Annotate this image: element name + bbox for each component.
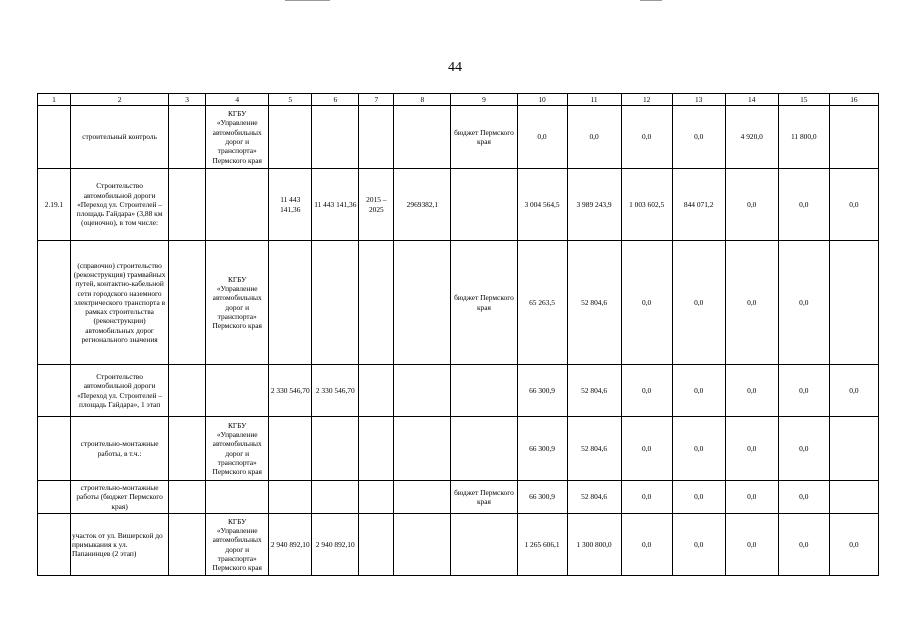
cell-col-10: 66 300,9 — [517, 417, 567, 481]
cell-col-16 — [829, 106, 878, 169]
cell-col-15: 0,0 — [778, 417, 829, 481]
scan-edge-left — [285, 0, 330, 1]
column-number-7: 7 — [359, 94, 394, 106]
cell-col-10: 65 263,5 — [517, 241, 567, 365]
cell-col-1 — [38, 481, 71, 514]
cell-col-7 — [359, 481, 394, 514]
column-number-4: 4 — [206, 94, 269, 106]
cell-col-10: 3 004 564,5 — [517, 169, 567, 241]
cell-col-6: 11 443 141,36 — [312, 169, 359, 241]
cell-col-10: 1 265 606,1 — [517, 514, 567, 576]
cell-col-4: КГБУ «Управление автомобильных дорог и транспорта» Пермского края — [206, 106, 269, 169]
cell-col-11: 52 804,6 — [567, 417, 621, 481]
cell-col-8 — [394, 106, 451, 169]
column-number-9: 9 — [451, 94, 517, 106]
cell-col-10: 66 300,9 — [517, 365, 567, 417]
cell-col-2: (справочно) строительство (реконструкция) трамвайных путей, контактно-кабельной сети городского наземного электрического транспорта в рамках строительства (реконструкции) автомобильных дорог регионального значения — [71, 241, 169, 365]
table-row — [38, 417, 879, 481]
cell-col-11: 3 989 243,9 — [567, 169, 621, 241]
cell-col-3 — [169, 417, 206, 481]
cell-col-10: 0,0 — [517, 106, 567, 169]
cell-col-8: 2969382,1 — [394, 169, 451, 241]
column-number-15: 15 — [778, 94, 829, 106]
cell-col-5 — [269, 417, 312, 481]
cell-col-12: 0,0 — [621, 365, 672, 417]
cell-col-13: 0,0 — [672, 241, 725, 365]
table-row — [38, 106, 879, 169]
cell-col-9: бюджет Пермского края — [451, 241, 517, 365]
cell-col-14: 0,0 — [725, 514, 778, 576]
cell-col-7 — [359, 365, 394, 417]
cell-col-4: КГБУ «Управление автомобильных дорог и транспорта» Пермского края — [206, 514, 269, 576]
cell-col-3 — [169, 169, 206, 241]
cell-col-6 — [312, 417, 359, 481]
column-number-2: 2 — [71, 94, 169, 106]
cell-col-4 — [206, 169, 269, 241]
column-number-3: 3 — [169, 94, 206, 106]
cell-col-9 — [451, 514, 517, 576]
cell-col-16: 0,0 — [829, 169, 878, 241]
cell-col-1 — [38, 106, 71, 169]
cell-col-7 — [359, 417, 394, 481]
cell-col-12: 1 003 602,5 — [621, 169, 672, 241]
cell-col-16: 0,0 — [829, 365, 878, 417]
cell-col-12: 0,0 — [621, 514, 672, 576]
cell-col-3 — [169, 241, 206, 365]
cell-col-15: 0,0 — [778, 365, 829, 417]
cell-col-10: 66 300,9 — [517, 481, 567, 514]
cell-col-9 — [451, 169, 517, 241]
cell-col-3 — [169, 481, 206, 514]
cell-col-2: строительный контроль — [71, 106, 169, 169]
cell-col-15: 0,0 — [778, 241, 829, 365]
cell-col-7 — [359, 514, 394, 576]
cell-col-1 — [38, 365, 71, 417]
cell-col-5: 2 940 892,10 — [269, 514, 312, 576]
table-body — [38, 94, 879, 576]
scan-edge-right — [640, 0, 662, 1]
cell-col-8 — [394, 365, 451, 417]
cell-col-2: участок от ул. Вишерской до примыкания к ул. Папанинцев (2 этап) — [71, 514, 169, 576]
program-table — [37, 93, 879, 576]
cell-col-14: 4 920,0 — [725, 106, 778, 169]
cell-col-3 — [169, 365, 206, 417]
cell-col-1: 2.19.1 — [38, 169, 71, 241]
cell-col-13: 0,0 — [672, 365, 725, 417]
cell-col-16: 0,0 — [829, 514, 878, 576]
cell-col-14: 0,0 — [725, 417, 778, 481]
cell-col-3 — [169, 514, 206, 576]
cell-col-15: 0,0 — [778, 481, 829, 514]
cell-col-8 — [394, 417, 451, 481]
column-number-8: 8 — [394, 94, 451, 106]
cell-col-12: 0,0 — [621, 106, 672, 169]
cell-col-1 — [38, 514, 71, 576]
cell-col-11: 0,0 — [567, 106, 621, 169]
cell-col-11: 1 300 800,0 — [567, 514, 621, 576]
cell-col-4: КГБУ «Управление автомобильных дорог и транспорта» Пермского края — [206, 241, 269, 365]
cell-col-7: 2015 – 2025 — [359, 169, 394, 241]
cell-col-14: 0,0 — [725, 169, 778, 241]
cell-col-4 — [206, 365, 269, 417]
cell-col-9: бюджет Пермского края — [451, 481, 517, 514]
column-number-12: 12 — [621, 94, 672, 106]
cell-col-12: 0,0 — [621, 241, 672, 365]
cell-col-6: 2 940 892,10 — [312, 514, 359, 576]
cell-col-13: 0,0 — [672, 106, 725, 169]
table-row — [38, 241, 879, 365]
cell-col-9 — [451, 365, 517, 417]
column-number-row — [38, 94, 879, 106]
cell-col-5 — [269, 241, 312, 365]
column-number-16: 16 — [829, 94, 878, 106]
cell-col-14: 0,0 — [725, 481, 778, 514]
cell-col-8 — [394, 241, 451, 365]
cell-col-14: 0,0 — [725, 365, 778, 417]
cell-col-2: строительно-монтажные работы (бюджет Пермского края) — [71, 481, 169, 514]
cell-col-15: 11 800,0 — [778, 106, 829, 169]
column-number-13: 13 — [672, 94, 725, 106]
cell-col-7 — [359, 241, 394, 365]
cell-col-8 — [394, 481, 451, 514]
column-number-1: 1 — [38, 94, 71, 106]
cell-col-11: 52 804,6 — [567, 481, 621, 514]
cell-col-16 — [829, 241, 878, 365]
table-row — [38, 169, 879, 241]
cell-col-13: 844 071,2 — [672, 169, 725, 241]
column-number-5: 5 — [269, 94, 312, 106]
cell-col-4 — [206, 481, 269, 514]
column-number-10: 10 — [517, 94, 567, 106]
cell-col-8 — [394, 514, 451, 576]
cell-col-15: 0,0 — [778, 514, 829, 576]
cell-col-4: КГБУ «Управление автомобильных дорог и транспорта» Пермского края — [206, 417, 269, 481]
cell-col-13: 0,0 — [672, 417, 725, 481]
cell-col-11: 52 804,6 — [567, 365, 621, 417]
cell-col-16 — [829, 481, 878, 514]
cell-col-3 — [169, 106, 206, 169]
table-row — [38, 514, 879, 576]
cell-col-1 — [38, 417, 71, 481]
cell-col-7 — [359, 106, 394, 169]
cell-col-9 — [451, 417, 517, 481]
cell-col-11: 52 804,6 — [567, 241, 621, 365]
cell-col-6 — [312, 481, 359, 514]
cell-col-6 — [312, 241, 359, 365]
table-row — [38, 365, 879, 417]
cell-col-5: 11 443 141,36 — [269, 169, 312, 241]
cell-col-9: бюджет Пермского края — [451, 106, 517, 169]
cell-col-2: Строительство автомобильной дороги «Переход ул. Строителей – площадь Гайдара» (3,88 км (оценочно), в том числе: — [71, 169, 169, 241]
cell-col-12: 0,0 — [621, 481, 672, 514]
page-number: 44 — [448, 60, 462, 75]
column-number-14: 14 — [725, 94, 778, 106]
cell-col-12: 0,0 — [621, 417, 672, 481]
cell-col-13: 0,0 — [672, 514, 725, 576]
cell-col-2: строительно-монтажные работы, в т.ч.: — [71, 417, 169, 481]
cell-col-15: 0,0 — [778, 169, 829, 241]
cell-col-5 — [269, 106, 312, 169]
cell-col-6 — [312, 106, 359, 169]
cell-col-2: Строительство автомобильной дороги «Переход ул. Строителей – площадь Гайдара», 1 этап — [71, 365, 169, 417]
cell-col-16 — [829, 417, 878, 481]
column-number-11: 11 — [567, 94, 621, 106]
cell-col-14: 0,0 — [725, 241, 778, 365]
cell-col-13: 0,0 — [672, 481, 725, 514]
cell-col-5: 2 330 546,70 — [269, 365, 312, 417]
cell-col-6: 2 330 546,70 — [312, 365, 359, 417]
column-number-6: 6 — [312, 94, 359, 106]
cell-col-1 — [38, 241, 71, 365]
table-row — [38, 481, 879, 514]
cell-col-5 — [269, 481, 312, 514]
